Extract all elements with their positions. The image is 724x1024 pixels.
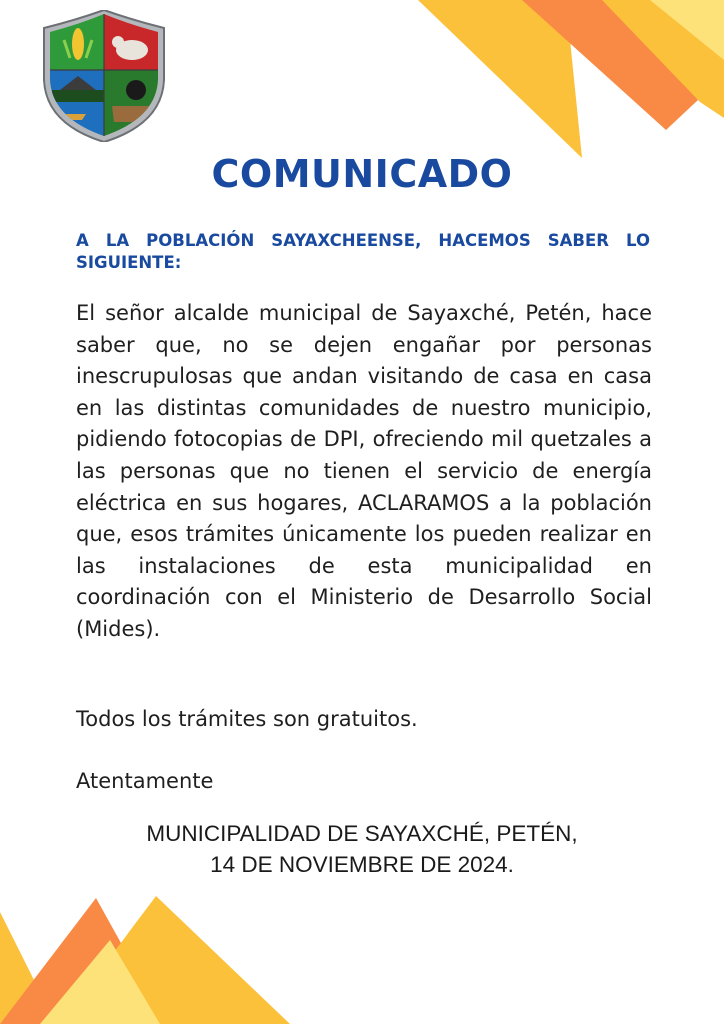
closing-salutation: Atentamente	[76, 769, 214, 793]
page-title: COMUNICADO	[211, 152, 513, 196]
free-procedures-note: Todos los trámites son gratuitos.	[76, 707, 418, 731]
announcement-body: El señor alcalde municipal de Sayaxché, Petén, hace saber que, no se dejen engañar por personas inescrupulosas que andan visitando de casa en casa en las distintas comunidades de nuestro municipio, pidiendo fotocopias de DPI, ofreciendo mil quetzales a las personas que no tienen el servicio de energía eléctrica en sus hogares, ACLARAMOS a la población que, esos trámites únicamente los pueden realizar en las instalaciones de esta municipalidad en coordinación con el Ministerio de Desarrollo Social (Mides).	[76, 301, 652, 641]
signature-date: 14 DE NOVIEMBRE DE 2024.	[210, 852, 514, 877]
municipal-coat-of-arms-icon	[40, 10, 168, 142]
signature-block	[0, 818, 724, 880]
signature-line-1: MUNICIPALIDAD DE SAYAXCHÉ, PETÉN,	[146, 821, 578, 846]
subheading: A LA POBLACIÓN SAYAXCHEENSE, HACEMOS SABER LO SIGUIENTE:	[76, 231, 650, 272]
